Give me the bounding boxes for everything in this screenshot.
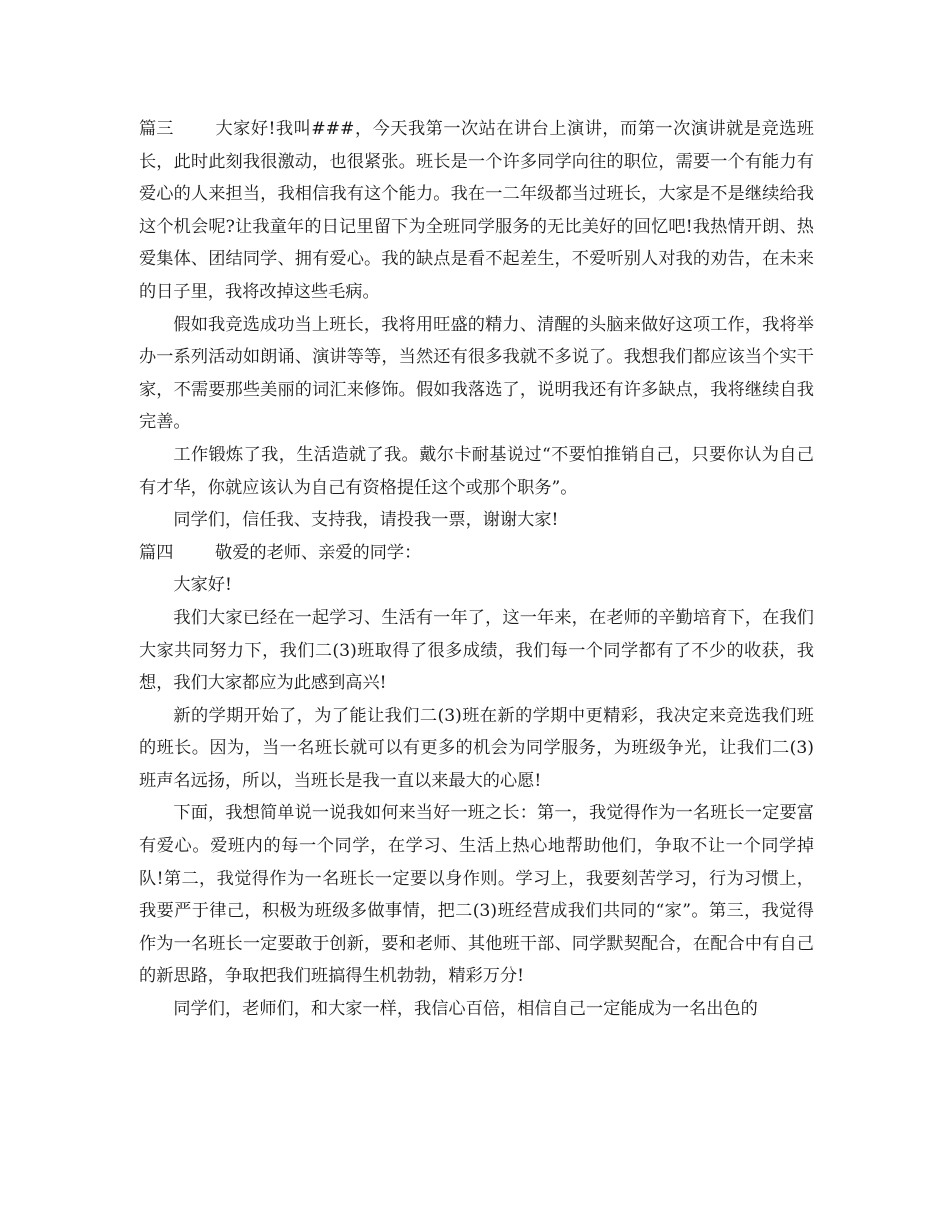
paragraph: 同学们，老师们，和大家一样，我信心百倍，相信自己一定能成为一名出色的: [173, 999, 758, 1020]
paragraph: 同学们，信任我、支持我，请投我一票，谢谢大家!: [173, 510, 559, 531]
section-four-intro: [139, 537, 814, 570]
section-three-intro-text: 大家好!我叫###，今天我第一次站在讲台上演讲，而第一次演讲就是竞选班长，此时此刻我很激动，也很紧张。班长是一个许多同学向往的职位，需要一个有能力有爱心的人来担当，我相信我有这个能力。我在一二年级都当过班长，大家是不是继续给我这个机会呢?让我童年的日记里留下为全班同学服务的无比美好的回忆吧!我热情开朗、热爱集体、团结同学、拥有爱心。我的缺点是看不起差生，不爱听别人对我的劝告，在未来的日子里，我将改掉这些毛病。: [139, 119, 814, 302]
document-body: [139, 113, 814, 1026]
section-four-label: 篇四: [139, 542, 174, 563]
paragraph: 大家好!: [173, 575, 232, 596]
paragraph: 假如我竞选成功当上班长，我将用旺盛的精力、清醒的头脑来做好这项工作，我将举办一系列活动如朗诵、演讲等等，当然还有很多我就不多说了。我想我们都应该当个实干家，不需要那些美丽的词汇来修饰。假如我落选了，说明我还有许多缺点，我将继续自我完善。: [139, 314, 814, 433]
section-four-intro-text: 敬爱的老师、亲爱的同学：: [215, 542, 422, 563]
section-three-label: 篇三: [139, 119, 174, 139]
paragraph: 工作锻炼了我，生活造就了我。戴尔卡耐基说过“不要怕推销自己，只要你认为自己有才华，你就应该认为自己有资格提任这个或那个职务”。: [139, 444, 814, 498]
paragraph: 下面，我想简单说一说我如何来当好一班之长：第一，我觉得作为一名班长一定要富有爱心。爱班内的每一个同学，在学习、生活上热心地帮助他们，争取不让一个同学掉队!第二，我觉得作为一名班长一定要以身作则。学习上，我要刻苦学习，行为习惯上，我要严于律己，积极为班级多做事情，把二(3)班经营成我们共同的“家”。第三，我觉得作为一名班长一定要敢于创新，要和老师、其他班干部、同学默契配合，在配合中有自己的新思路，争取把我们班搞得生机勃勃，精彩万分!: [139, 803, 814, 987]
section-three-intro: [139, 113, 814, 309]
paragraph: 我们大家已经在一起学习、生活有一年了，这一年来，在老师的辛勤培育下，在我们大家共同努力下，我们二(3)班取得了很多成绩，我们每一个同学都有了不少的收获，我想，我们大家都应为此感到高兴!: [139, 607, 814, 694]
paragraph: 新的学期开始了，为了能让我们二(3)班在新的学期中更精彩，我决定来竞选我们班的班长。因为，当一名班长就可以有更多的机会为同学服务，为班级争光，让我们二(3)班声名远扬，所以，当班长是我一直以来最大的心愿!: [139, 705, 814, 791]
